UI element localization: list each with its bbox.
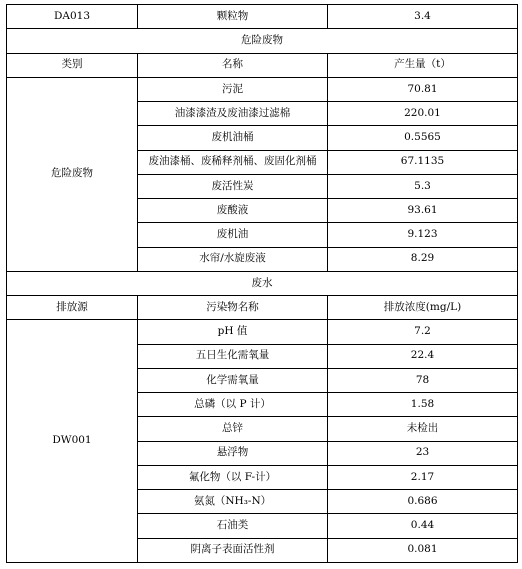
pollutant-name: 化学需氧量: [138, 368, 328, 392]
pollutant-name: 悬浮物: [138, 441, 328, 465]
pollutant-concentration: 0.44: [328, 514, 518, 538]
pollutant-concentration: 0.686: [328, 490, 518, 514]
hazardous-category-cell: 危险废物: [7, 77, 138, 271]
header-name: 名称: [138, 53, 328, 77]
header-row: [7, 296, 518, 320]
pollutant-concentration: 7.2: [328, 320, 518, 344]
waste-name: 废活性炭: [138, 174, 328, 198]
pollutant-name: 五日生化需氧量: [138, 344, 328, 368]
waste-amount: 0.5565: [328, 126, 518, 150]
pollutant-concentration: 2.17: [328, 465, 518, 489]
pollutant-name: 氟化物（以 F-计）: [138, 465, 328, 489]
waste-name: 污泥: [138, 77, 328, 101]
waste-name: 水帘/水旋废液: [138, 247, 328, 271]
section-title-wastewater: 废水: [7, 271, 518, 295]
pollutant-concentration: 0.081: [328, 538, 518, 562]
pollutant-name: 总磷（以 P 计）: [138, 393, 328, 417]
header-concentration: 排放浓度(mg/L): [328, 296, 518, 320]
waste-name: 废机油: [138, 223, 328, 247]
section-title-hazardous: 危险废物: [7, 29, 518, 53]
table-row: [7, 5, 518, 29]
waste-amount: 93.61: [328, 199, 518, 223]
header-source: 排放源: [7, 296, 138, 320]
pollutant-concentration: 22.4: [328, 344, 518, 368]
table-row: [7, 77, 518, 101]
pollutant-concentration: 78: [328, 368, 518, 392]
emission-source-code: DA013: [7, 5, 138, 29]
waste-amount: 67.1135: [328, 150, 518, 174]
wastewater-source-cell: DW001: [7, 320, 138, 563]
waste-amount: 8.29: [328, 247, 518, 271]
pollutant-name: 颗粒物: [138, 5, 328, 29]
pollutant-concentration: 未检出: [328, 417, 518, 441]
pollutant-name: 总锌: [138, 417, 328, 441]
pollutant-concentration: 1.58: [328, 393, 518, 417]
waste-name: 油漆漆渣及废油漆过滤棉: [138, 102, 328, 126]
waste-name: 废机油桶: [138, 126, 328, 150]
pollutant-value: 3.4: [328, 5, 518, 29]
header-row: [7, 53, 518, 77]
header-category: 类别: [7, 53, 138, 77]
waste-name: 废油漆桶、废稀释剂桶、废固化剂桶: [138, 150, 328, 174]
pollutant-name: 氨氮（NH₃-N）: [138, 490, 328, 514]
waste-amount: 5.3: [328, 174, 518, 198]
waste-amount: 9.123: [328, 223, 518, 247]
pollutant-name: 阴离子表面活性剂: [138, 538, 328, 562]
section-row: [7, 271, 518, 295]
waste-amount: 220.01: [328, 102, 518, 126]
waste-name: 废酸液: [138, 199, 328, 223]
header-amount: 产生量（t）: [328, 53, 518, 77]
pollutant-concentration: 23: [328, 441, 518, 465]
pollutant-name: pH 值: [138, 320, 328, 344]
section-row: [7, 29, 518, 53]
waste-amount: 70.81: [328, 77, 518, 101]
header-pollutant: 污染物名称: [138, 296, 328, 320]
pollutant-name: 石油类: [138, 514, 328, 538]
emissions-table: [6, 4, 518, 563]
table-row: [7, 320, 518, 344]
